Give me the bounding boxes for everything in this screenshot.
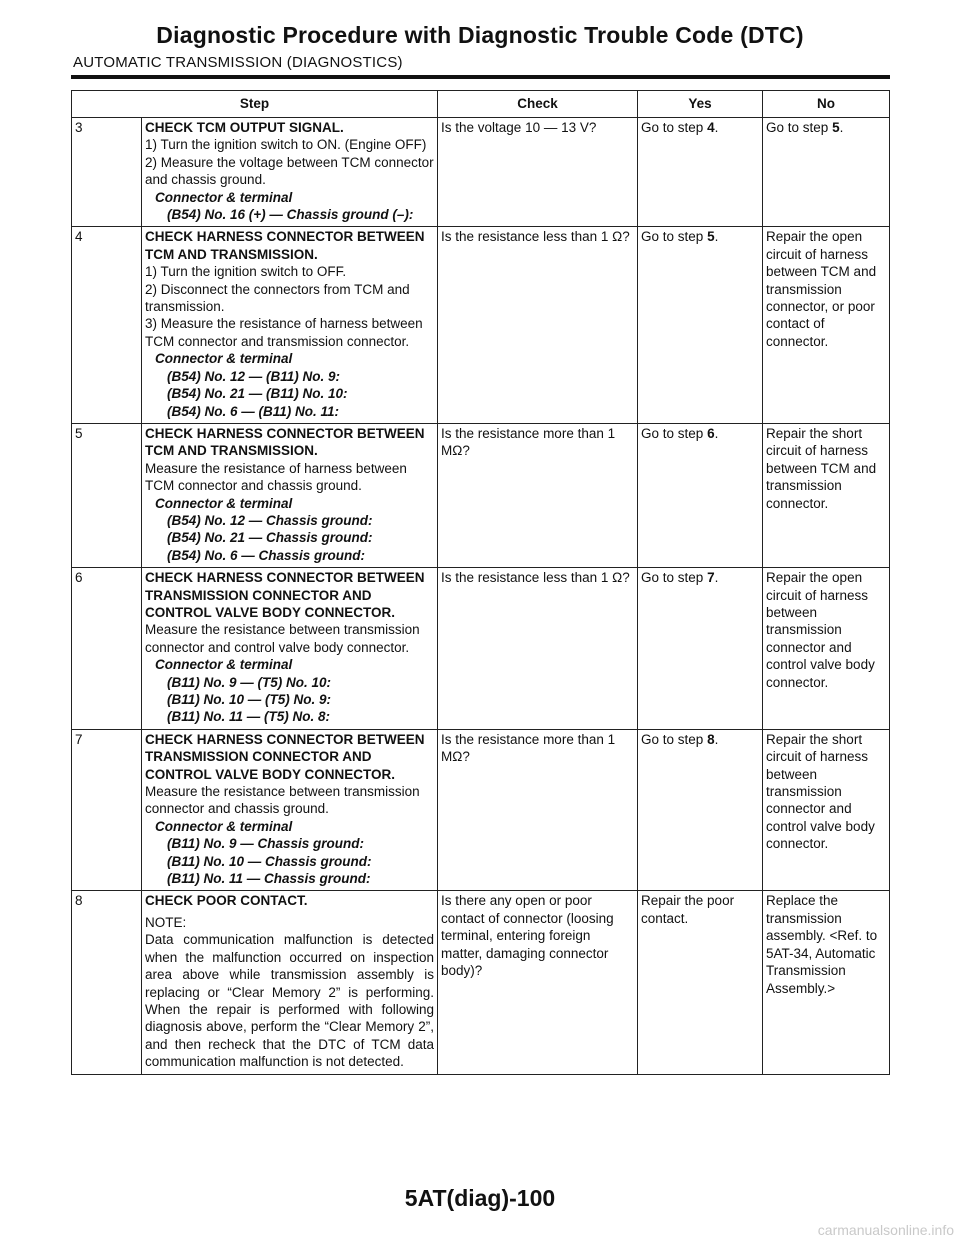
step-title: CHECK HARNESS CONNECTOR BETWEEN TCM AND TRANSMISSION. bbox=[145, 425, 425, 459]
terminal-spec: (B11) No. 11 — (T5) No. 8: bbox=[167, 709, 331, 725]
connector-label: Connector & terminal bbox=[155, 657, 293, 673]
connector-label: Connector & terminal bbox=[155, 818, 293, 834]
section-subtitle: AUTOMATIC TRANSMISSION (DIAGNOSTICS) bbox=[73, 54, 403, 71]
step-number: 3 bbox=[72, 118, 142, 227]
yes-text: Go to step bbox=[641, 229, 708, 245]
step-instruction: 2) Measure the voltage between TCM connector and chassis ground. bbox=[145, 154, 434, 188]
no-action: Replace the transmission assembly. <Ref. to 5AT-34, Automatic Transmission Assembly.> bbox=[763, 891, 890, 1074]
table-header-row bbox=[72, 91, 890, 118]
step-instruction: 3) Measure the resistance of harness between TCM connector and transmission connector. bbox=[145, 316, 423, 349]
step-instruction: Measure the resistance between transmission connector and control valve body connector. bbox=[145, 622, 420, 655]
check-question: Is the resistance less than 1 Ω? bbox=[438, 227, 638, 423]
step-description bbox=[142, 423, 438, 567]
yes-text: Go to step bbox=[641, 425, 708, 441]
table-row bbox=[72, 891, 890, 1074]
page-title: Diagnostic Procedure with Diagnostic Trouble Code (DTC) bbox=[156, 22, 804, 48]
table-row bbox=[72, 568, 890, 730]
step-title: CHECK POOR CONTACT. bbox=[145, 893, 308, 909]
no-suffix: . bbox=[839, 120, 844, 135]
table-row bbox=[72, 118, 890, 227]
connector-label: Connector & terminal bbox=[155, 351, 293, 367]
terminal-spec: (B54) No. 12 — Chassis ground: bbox=[167, 512, 373, 528]
step-title: CHECK HARNESS CONNECTOR BETWEEN TRANSMISSION CONNECTOR AND CONTROL VALVE BODY CONNECTOR. bbox=[145, 570, 425, 620]
yes-step-link: 5 bbox=[707, 229, 715, 245]
diagnostic-table bbox=[71, 90, 890, 1075]
yes-text: Go to step bbox=[641, 731, 708, 747]
terminal-spec: (B54) No. 21 — Chassis ground: bbox=[167, 530, 373, 546]
step-number: 5 bbox=[72, 423, 142, 567]
table-row bbox=[72, 729, 890, 891]
step-instruction: 2) Disconnect the connectors from TCM and transmission. bbox=[145, 281, 410, 315]
step-description bbox=[142, 227, 438, 423]
yes-suffix: . bbox=[714, 425, 719, 441]
terminal-spec: (B54) No. 12 — (B11) No. 9: bbox=[167, 368, 341, 384]
no-action: Repair the open circuit of harness between transmission connector and control valve body connector. bbox=[763, 568, 890, 730]
step-number: 4 bbox=[72, 227, 142, 423]
note-text: Data communication malfunction is detected when the malfunction occurred on inspection area above while transmission assembly is replacing or “Clear Memory 2” is performing. When the repair is performed with following diagnosis above, perform the “Clear Memory 2”, and then recheck that the DTC of TCM data communication malfunction is not detected. bbox=[145, 932, 435, 1070]
watermark: carmanualsonline.info bbox=[817, 1222, 954, 1238]
terminal-spec: (B11) No. 10 — Chassis ground: bbox=[167, 853, 372, 869]
terminal-spec: (B11) No. 11 — Chassis ground: bbox=[167, 871, 371, 887]
no-action bbox=[763, 118, 890, 227]
table-row bbox=[72, 423, 890, 567]
no-action: Repair the short circuit of harness between transmission connector and control valve body connector. bbox=[763, 729, 890, 891]
connector-label: Connector & terminal bbox=[155, 495, 293, 511]
yes-action bbox=[638, 729, 763, 891]
check-question: Is there any open or poor contact of connector (loosing terminal, entering foreign matter, damaging connector body)? bbox=[438, 891, 638, 1074]
step-instruction: Measure the resistance between transmission connector and chassis ground. bbox=[145, 784, 420, 817]
yes-action: Repair the poor contact. bbox=[638, 891, 763, 1074]
column-header-no: No bbox=[763, 91, 890, 118]
yes-suffix: . bbox=[714, 570, 719, 586]
step-number: 7 bbox=[72, 729, 142, 891]
no-action: Repair the short circuit of harness between TCM and transmission connector. bbox=[763, 423, 890, 567]
yes-step-link: 8 bbox=[707, 731, 715, 747]
terminal-spec: (B11) No. 9 — (T5) No. 10: bbox=[167, 674, 332, 690]
terminal-spec: (B54) No. 21 — (B11) No. 10: bbox=[167, 386, 348, 402]
yes-text: Go to step bbox=[641, 120, 708, 135]
step-title: CHECK TCM OUTPUT SIGNAL. bbox=[145, 120, 344, 135]
yes-step-link: 7 bbox=[707, 570, 715, 586]
yes-suffix: . bbox=[714, 229, 719, 245]
yes-action bbox=[638, 118, 763, 227]
note-label: NOTE: bbox=[145, 914, 187, 930]
column-header-check: Check bbox=[438, 91, 638, 118]
terminal-spec: (B11) No. 10 — (T5) No. 9: bbox=[167, 692, 332, 707]
check-question: Is the voltage 10 — 13 V? bbox=[438, 118, 638, 227]
yes-action bbox=[638, 568, 763, 730]
step-description bbox=[142, 568, 438, 730]
step-instruction: 1) Turn the ignition switch to OFF. bbox=[145, 264, 347, 280]
step-instruction: Measure the resistance of harness between TCM connector and chassis ground. bbox=[145, 460, 407, 494]
yes-suffix: . bbox=[714, 120, 719, 135]
step-number: 8 bbox=[72, 891, 142, 1074]
no-text: Go to step bbox=[766, 120, 833, 135]
terminal-spec: (B54) No. 6 — Chassis ground: bbox=[167, 547, 366, 563]
no-step-link: 5 bbox=[832, 120, 840, 135]
yes-step-link: 6 bbox=[707, 425, 715, 441]
step-description bbox=[142, 729, 438, 891]
yes-text: Go to step bbox=[641, 570, 708, 586]
no-action: Repair the open circuit of harness between TCM and transmission connector, or poor contact of connector. bbox=[763, 227, 890, 423]
column-header-yes: Yes bbox=[638, 91, 763, 118]
table-row bbox=[72, 227, 890, 423]
connector-label: Connector & terminal bbox=[155, 189, 293, 205]
header-rule bbox=[71, 75, 890, 79]
step-title: CHECK HARNESS CONNECTOR BETWEEN TRANSMISSION CONNECTOR AND CONTROL VALVE BODY CONNECTOR. bbox=[145, 731, 425, 782]
check-question: Is the resistance more than 1 MΩ? bbox=[438, 729, 638, 891]
page-number: 5AT(diag)-100 bbox=[404, 1185, 556, 1211]
yes-action bbox=[638, 423, 763, 567]
check-question: Is the resistance more than 1 MΩ? bbox=[438, 423, 638, 567]
check-question: Is the resistance less than 1 Ω? bbox=[438, 568, 638, 730]
yes-action bbox=[638, 227, 763, 423]
terminal-spec: (B54) No. 6 — (B11) No. 11: bbox=[167, 403, 340, 419]
step-description bbox=[142, 891, 438, 1074]
yes-step-link: 4 bbox=[707, 120, 715, 135]
step-description bbox=[142, 118, 438, 227]
step-title: CHECK HARNESS CONNECTOR BETWEEN TCM AND TRANSMISSION. bbox=[145, 229, 425, 262]
yes-suffix: . bbox=[714, 731, 719, 747]
step-number: 6 bbox=[72, 568, 142, 730]
terminal-spec: (B11) No. 9 — Chassis ground: bbox=[167, 836, 365, 852]
terminal-spec: (B54) No. 16 (+) — Chassis ground (–): bbox=[167, 207, 414, 223]
column-header-step: Step bbox=[72, 91, 438, 118]
step-instruction: 1) Turn the ignition switch to ON. (Engine OFF) bbox=[145, 137, 427, 153]
